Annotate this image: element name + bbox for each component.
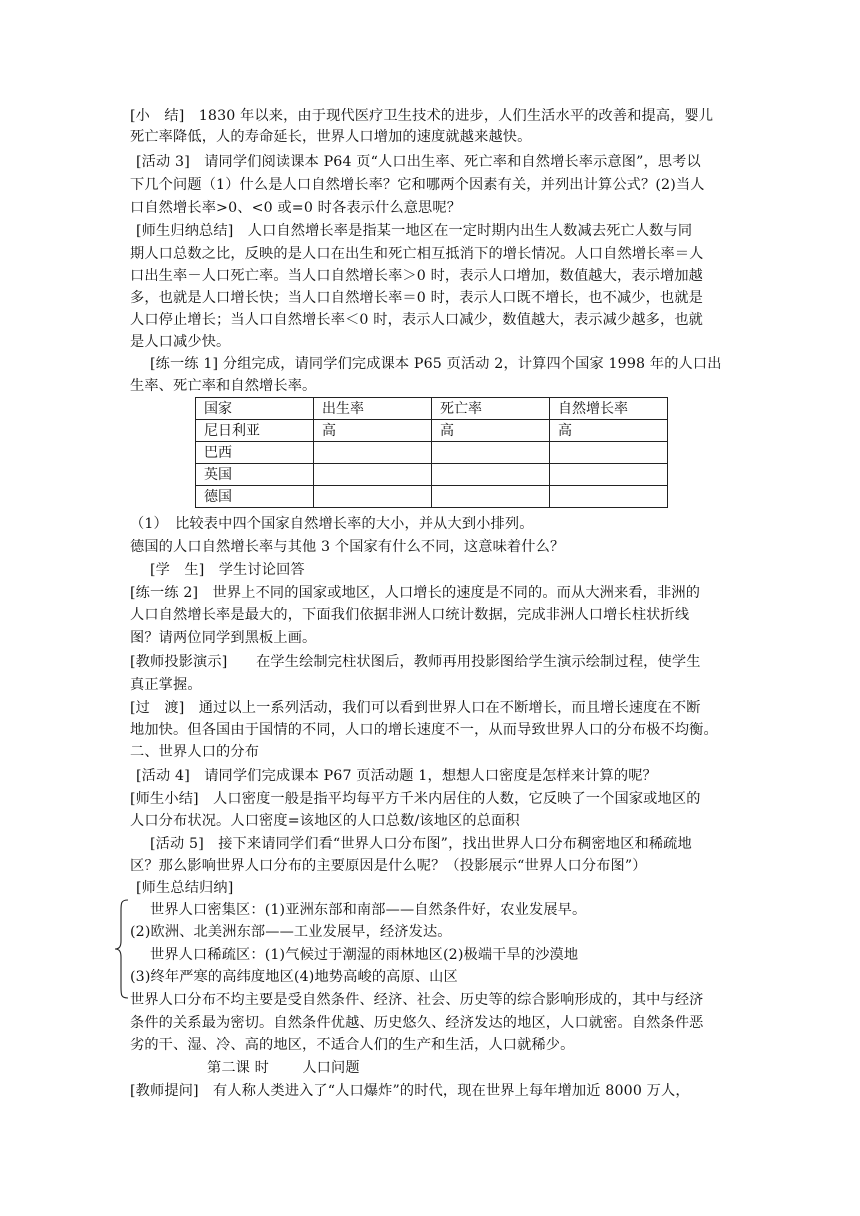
paragraph-line: 死亡率降低，人的寿命延长，世界人口增加的速度就越来越快。	[130, 129, 532, 145]
paragraph-line: 口自然增长率>0、<0 或=0 时各表示什么意思呢？	[130, 200, 462, 216]
table-header-cell: 自然增长率	[550, 398, 668, 420]
table-cell	[314, 442, 432, 464]
paragraph-line: [过 渡] 通过以上一系列活动，我们可以看到世界人口在不断增长，而且增长速度在不断	[130, 700, 701, 716]
table-cell	[550, 486, 668, 508]
paragraph-line: [活动 5] 接下来请同学们看“世界人口分布图”，找出世界人口分布稠密地区和稀疏地	[150, 836, 692, 852]
table-header-row	[196, 398, 668, 420]
paragraph-line: [活动 3] 请同学们阅读课本 P64 页“人口出生率、死亡率和自然增长率示意图”，思考以	[136, 154, 701, 170]
paragraph-line: 多，也就是人口增长快；当人口自然增长率＝0 时，表示人口既不增长，也不减少，也就是	[130, 290, 704, 306]
paragraph-line: 劣的干、湿、冷、高的地区，不适合人们的生产和生活，人口就稀少。	[130, 1037, 575, 1053]
paragraph-line: 世界人口密集区：(1)亚洲东部和南部——自然条件好，农业发展早。	[150, 902, 587, 918]
table-cell: 高	[432, 420, 550, 442]
lesson-heading: 第二课 时 人口问题	[207, 1060, 360, 1076]
paragraph-line: 期人口总数之比，反映的是人口在出生和死亡相互抵消下的增长情况。人口自然增长率＝人	[130, 246, 704, 262]
paragraph-line: 生率、死亡率和自然增长率。	[130, 378, 317, 394]
table-header-cell: 国家	[196, 398, 314, 420]
paragraph-line: 是人口减少快。	[130, 334, 231, 350]
paragraph-line: 德国的人口自然增长率与其他 3 个国家有什么不同，这意味着什么？	[130, 539, 565, 555]
section-heading: 二、世界人口的分布	[130, 744, 260, 760]
birth-death-rate-table	[195, 397, 668, 508]
table-row	[196, 464, 668, 486]
paragraph-line: 下几个问题（1）什么是人口自然增长率？它和哪两个因素有关，并列出计算公式？(2)当人	[130, 177, 705, 193]
curly-brace-icon	[114, 899, 130, 999]
table-cell: 高	[314, 420, 432, 442]
paragraph-line: 世界人口稀疏区：(1)气候过于潮湿的雨林地区(2)极端干旱的沙漠地	[150, 947, 579, 963]
table-header-cell: 出生率	[314, 398, 432, 420]
paragraph-line: 人口分布状况。人口密度=该地区的人口总数/该地区的总面积	[130, 813, 520, 829]
paragraph-line: [教师提问] 有人称人类进入了“人口爆炸”的时代，现在世界上每年增加近 8000 万人，	[130, 1083, 690, 1099]
paragraph-line: [师生总结归纳]	[136, 880, 234, 896]
table-cell	[432, 464, 550, 486]
table-cell	[550, 464, 668, 486]
paragraph-line: [活动 4] 请同学们完成课本 P67 页活动题 1，想想人口密度是怎样来计算的呢？	[136, 768, 657, 784]
paragraph-line: 口出生率－人口死亡率。当人口自然增长率＞0 时，表示人口增加，数值越大，表示增加越	[130, 268, 704, 284]
paragraph-line: 真正掌握。	[130, 677, 202, 693]
table-cell: 巴西	[196, 442, 314, 464]
table-cell	[432, 442, 550, 464]
paragraph-line: 世界人口分布不均主要是受自然条件、经济、社会、历史等的综合影响形成的，其中与经济	[130, 992, 704, 1008]
paragraph-line: [学 生] 学生讨论回答	[150, 562, 305, 578]
paragraph-line: （1） 比较表中四个国家自然增长率的大小，并从大到小排列。	[130, 516, 534, 532]
paragraph-line: [教师投影演示] 在学生绘制完柱状图后，教师再用投影图给学生演示绘制过程，使学生	[130, 654, 701, 670]
table-cell	[314, 486, 432, 508]
table-cell	[550, 442, 668, 464]
paragraph-line: [师生小结] 人口密度一般是指平均每平方千米内居住的人数，它反映了一个国家或地区的	[130, 791, 701, 807]
table-header-cell: 死亡率	[432, 398, 550, 420]
table-cell	[314, 464, 432, 486]
paragraph-line: (3)终年严寒的高纬度地区(4)地势高峻的高原、山区	[130, 969, 458, 985]
paragraph-line: 人口自然增长率是最大的，下面我们依据非洲人口统计数据，完成非洲人口增长柱状折线	[130, 607, 690, 623]
paragraph-line: [小 结] 1830 年以来，由于现代医疗卫生技术的进步，人们生活水平的改善和提高，婴儿	[130, 108, 714, 124]
paragraph-line: [练一练 1] 分组完成，请同学们完成课本 P65 页活动 2，计算四个国家 1998 年的人口出	[150, 356, 722, 372]
paragraph-line: 区？那么影响世界人口分布的主要原因是什么呢？（投影展示“世界人口分布图”）	[130, 858, 647, 874]
table-cell: 德国	[196, 486, 314, 508]
table-row	[196, 486, 668, 508]
paragraph-line: 条件的关系最为密切。自然条件优越、历史悠久、经济发达的地区，人口就密。自然条件恶	[130, 1015, 704, 1031]
paragraph-line: 图？请两位同学到黑板上画。	[130, 630, 317, 646]
table-cell: 英国	[196, 464, 314, 486]
table-row	[196, 420, 668, 442]
paragraph-line: (2)欧洲、北美洲东部——工业发展早，经济发达。	[130, 924, 452, 940]
table-cell: 高	[550, 420, 668, 442]
paragraph-line: [师生归纳总结] 人口自然增长率是指某一地区在一定时期内出生人数减去死亡人数与同	[136, 223, 693, 239]
table-row	[196, 442, 668, 464]
paragraph-line: 人口停止增长；当人口自然增长率＜0 时，表示人口减少，数值越大，表示减少越多，也就	[130, 312, 704, 328]
table-cell: 尼日利亚	[196, 420, 314, 442]
paragraph-line: 地加快。但各国由于国情的不同，人口的增长速度不一，从而导致世界人口的分布极不均衡。	[130, 722, 718, 738]
table-cell	[432, 486, 550, 508]
paragraph-line: [练一练 2] 世界上不同的国家或地区，人口增长的速度是不同的。而从大洲来看，非洲的	[130, 585, 701, 601]
